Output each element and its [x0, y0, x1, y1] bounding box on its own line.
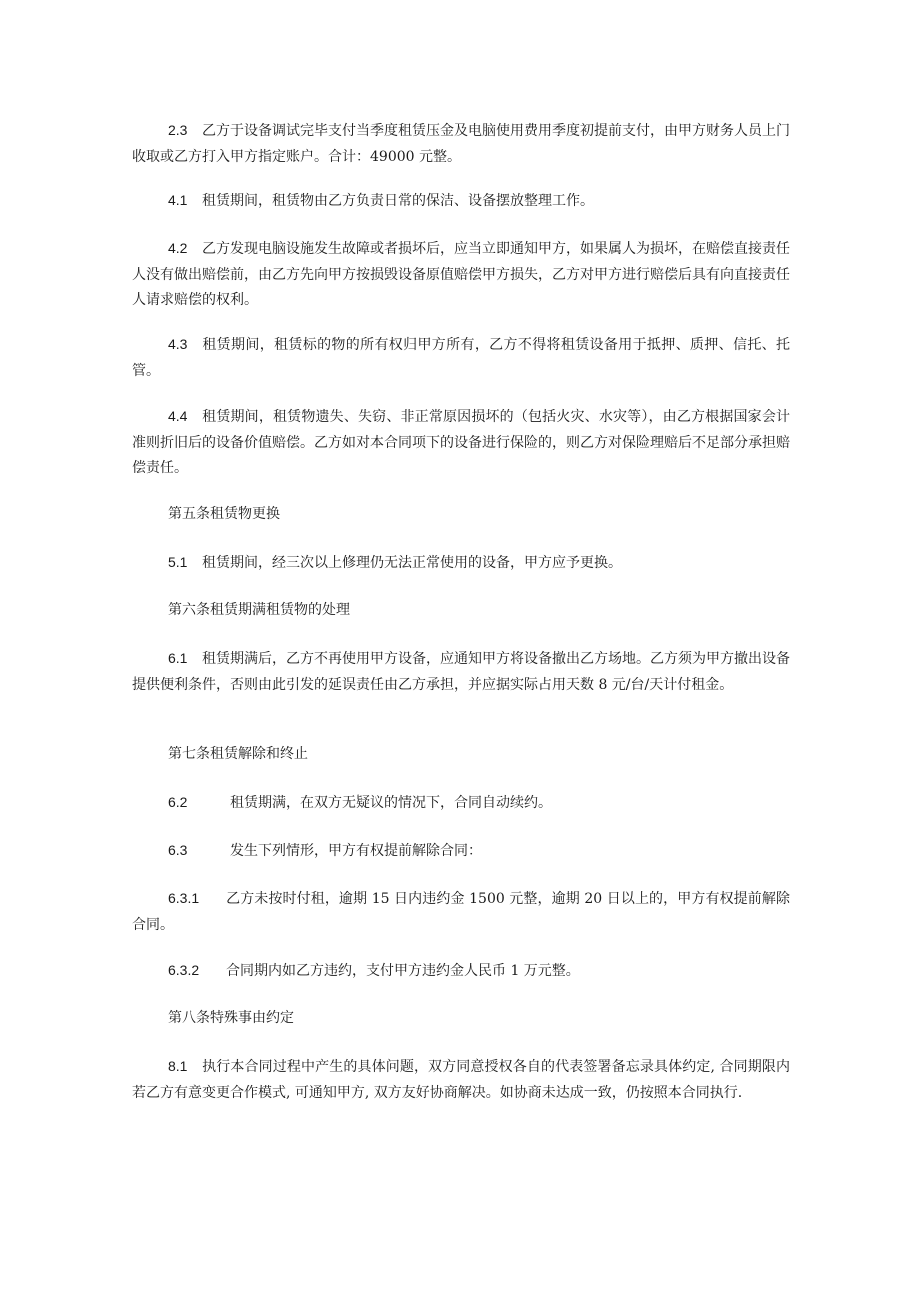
clause-number: 6.1	[168, 650, 188, 666]
section-heading: 第六条租赁期满租赁物的处理	[168, 602, 350, 618]
clause-2-3	[132, 118, 790, 170]
clause-4-4	[132, 404, 790, 482]
clause-text: 租赁期间，租赁物由乙方负责日常的保洁、设备摆放整理工作。	[202, 193, 594, 209]
clause-number: 6.3.2	[168, 962, 200, 978]
section-heading: 第八条特殊事由约定	[168, 1010, 294, 1026]
clause-4-2	[132, 236, 790, 314]
clause-number: 6.3.1	[168, 890, 200, 906]
clause-6-2	[132, 790, 790, 817]
clause-text: 乙方发现电脑设施发生故障或者损坏后，应当立即通知甲方，如果属人为损坏，在赔偿直接责任人没有做出赔偿前，由乙方先向甲方按损毁设备原值赔偿甲方损失，乙方对甲方进行赔偿后具有向直接责任人请求赔偿的权利。	[132, 241, 790, 308]
clause-6-3-2	[132, 958, 790, 985]
clause-6-3	[132, 838, 790, 865]
clause-6-1	[132, 646, 790, 698]
clause-8-1	[132, 1054, 790, 1106]
section-heading: 第七条租赁解除和终止	[168, 746, 308, 762]
clause-4-1	[132, 188, 790, 215]
clause-text: 乙方未按时付租，逾期 15 日内违约金 1500 元整，逾期 20 日以上的，甲方有权提前解除合同。	[132, 891, 790, 933]
section-heading: 第五条租赁物更换	[168, 506, 280, 522]
clause-text: 执行本合同过程中产生的具体问题，双方同意授权各自的代表签署备忘录具体约定, 合同期限内若乙方有意变更合作模式, 可通知甲方, 双方友好协商解决。如协商未达成一致，仍按照本合同执行.	[132, 1059, 790, 1101]
clause-number: 6.3	[168, 842, 188, 858]
clause-5-1	[132, 550, 790, 577]
clause-6-3-1	[132, 886, 790, 938]
clause-text: 合同期内如乙方违约，支付甲方违约金人民币 1 万元整。	[226, 963, 580, 979]
clause-number: 4.4	[168, 408, 188, 424]
clause-number: 8.1	[168, 1058, 188, 1074]
clause-number: 4.1	[168, 192, 188, 208]
clause-number: 5.1	[168, 554, 188, 570]
clause-number: 6.2	[168, 794, 188, 810]
clause-number: 4.3	[168, 336, 188, 352]
clause-number: 2.3	[168, 122, 188, 138]
clause-text: 发生下列情形，甲方有权提前解除合同：	[230, 843, 482, 859]
clause-text: 租赁期满，在双方无疑议的情况下，合同自动续约。	[230, 795, 552, 811]
clause-number: 4.2	[168, 240, 188, 256]
clause-4-3	[132, 332, 790, 384]
clause-text: 租赁期满后，乙方不再使用甲方设备，应通知甲方将设备撤出乙方场地。乙方须为甲方撤出设备提供便利条件，否则由此引发的延误责任由乙方承担，并应据实际占用天数 8 元/台/天计付租金。	[132, 651, 790, 693]
clause-text: 租赁期间，租赁标的物的所有权归甲方所有，乙方不得将租赁设备用于抵押、质押、信托、托管。	[132, 337, 790, 379]
clause-text: 租赁期间，经三次以上修理仍无法正常使用的设备，甲方应予更换。	[202, 555, 622, 571]
clause-text: 租赁期间，租赁物遗失、失窃、非正常原因损坏的（包括火灾、水灾等），由乙方根据国家会计准则折旧后的设备价值赔偿。乙方如对本合同项下的设备进行保险的，则乙方对保险理赔后不足部分承担赔偿责任。	[132, 409, 790, 476]
clause-text: 乙方于设备调试完毕支付当季度租赁压金及电脑使用费用季度初提前支付，由甲方财务人员上门收取或乙方打入甲方指定账户。合计：49000 元整。	[132, 123, 790, 165]
